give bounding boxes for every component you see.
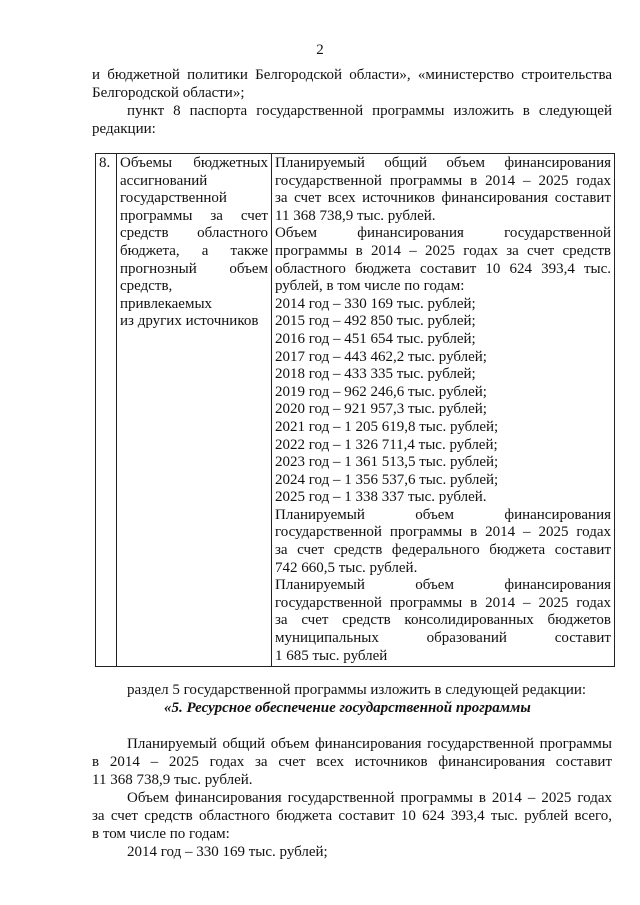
section-heading: «5. Ресурсное обеспечение государственной программы — [164, 700, 531, 716]
name-line: средств, — [120, 278, 173, 295]
body-line: Объем финансирования государственной — [275, 225, 611, 242]
body-line: рублей, в том числе по годам: — [275, 278, 465, 295]
body-line: государственной программы в 2014 – 2025 годах — [275, 524, 611, 541]
paragraph-2-line-3: в том числе по годам: — [92, 826, 230, 842]
name-line: ассигнований — [120, 172, 208, 189]
paragraph-2-line-2: за счет средств областного бюджета составит 10 624 393,4 тыс. рублей всего, — [92, 808, 612, 824]
body-line: 2015 год – 492 850 тыс. рублей; — [275, 313, 476, 330]
paragraph-1-line-2: в 2014 – 2025 годах за счет всех источников финансирования составит — [92, 754, 612, 770]
body-line: муниципальных образований составит — [275, 630, 611, 647]
body-line: за счет всех источников финансирования составит — [275, 190, 611, 207]
intro-line-4: редакции: — [92, 121, 156, 137]
row-name-cell — [117, 154, 272, 667]
body-line: 2021 год – 1 205 619,8 тыс. рублей; — [275, 418, 499, 435]
body-line: Планируемый общий объем финансирования — [275, 155, 611, 171]
row-body-cell — [272, 154, 615, 667]
body-line: государственной программы в 2014 – 2025 годах — [275, 172, 611, 189]
body-line: 2025 год – 1 338 337 тыс. рублей. — [275, 489, 487, 506]
body-line: программы в 2014 – 2025 годах за счет средств — [275, 242, 611, 259]
passport-table — [95, 153, 615, 667]
body-line: 1 685 тыс. рублей — [275, 647, 388, 664]
table-row — [96, 154, 615, 667]
body-line: 2016 год – 451 654 тыс. рублей; — [275, 330, 476, 347]
body-line: 2023 год – 1 361 513,5 тыс. рублей; — [275, 454, 499, 471]
name-line: прогнозный объем — [120, 260, 268, 277]
name-line: Объемы бюджетных — [120, 155, 268, 171]
intro-line-3: пункт 8 паспорта государственной программы изложить в следующей — [127, 103, 612, 119]
paragraph-1-line-3: 11 368 738,9 тыс. рублей. — [92, 772, 253, 788]
name-line: привлекаемых — [120, 295, 213, 312]
intro-line-2: Белгородской области»; — [92, 85, 245, 101]
page-number: 2 — [316, 42, 324, 58]
intro-line-1: и бюджетной политики Белгородской области», «министерство строительства — [92, 67, 612, 83]
body-line: 2020 год – 921 957,3 тыс. рублей; — [275, 401, 487, 418]
body-line: за счет средств консолидированных бюджетов — [275, 612, 611, 629]
body-line: за счет средств федерального бюджета составит — [275, 542, 611, 559]
name-line: государственной — [120, 190, 227, 207]
body-line: 742 660,5 тыс. рублей. — [275, 559, 418, 576]
name-line: из других источников — [120, 313, 259, 330]
paragraph-1-line-1: Планируемый общий объем финансирования государственной программы — [127, 736, 612, 752]
body-line: 2014 год – 330 169 тыс. рублей; — [275, 295, 476, 312]
body-line: 11 368 738,9 тыс. рублей. — [275, 207, 436, 224]
body-line: 2022 год – 1 326 711,4 тыс. рублей; — [275, 436, 498, 453]
body-line: областного бюджета составит 10 624 393,4 тыс. — [275, 260, 611, 277]
body-line: 2024 год – 1 356 537,6 тыс. рублей; — [275, 471, 499, 488]
paragraph-3-line-1: 2014 год – 330 169 тыс. рублей; — [127, 844, 328, 860]
name-line: программы за счет — [120, 207, 268, 224]
name-line: бюджета, а также — [120, 242, 268, 259]
body-line: государственной программы в 2014 – 2025 годах — [275, 594, 611, 611]
body-line: 2018 год – 433 335 тыс. рублей; — [275, 366, 476, 383]
paragraph-2-line-1: Объем финансирования государственной программы в 2014 – 2025 годах — [127, 790, 612, 806]
body-line: 2017 год – 443 462,2 тыс. рублей; — [275, 348, 487, 365]
body-line: Планируемый объем финансирования — [275, 506, 611, 523]
body-line: 2019 год – 962 246,6 тыс. рублей; — [275, 383, 487, 400]
name-line: средств областного — [120, 225, 268, 242]
row-number: 8. — [96, 154, 117, 667]
section-intro: раздел 5 государственной программы изложить в следующей редакции: — [127, 682, 587, 698]
body-line: Планируемый объем финансирования — [275, 577, 611, 594]
